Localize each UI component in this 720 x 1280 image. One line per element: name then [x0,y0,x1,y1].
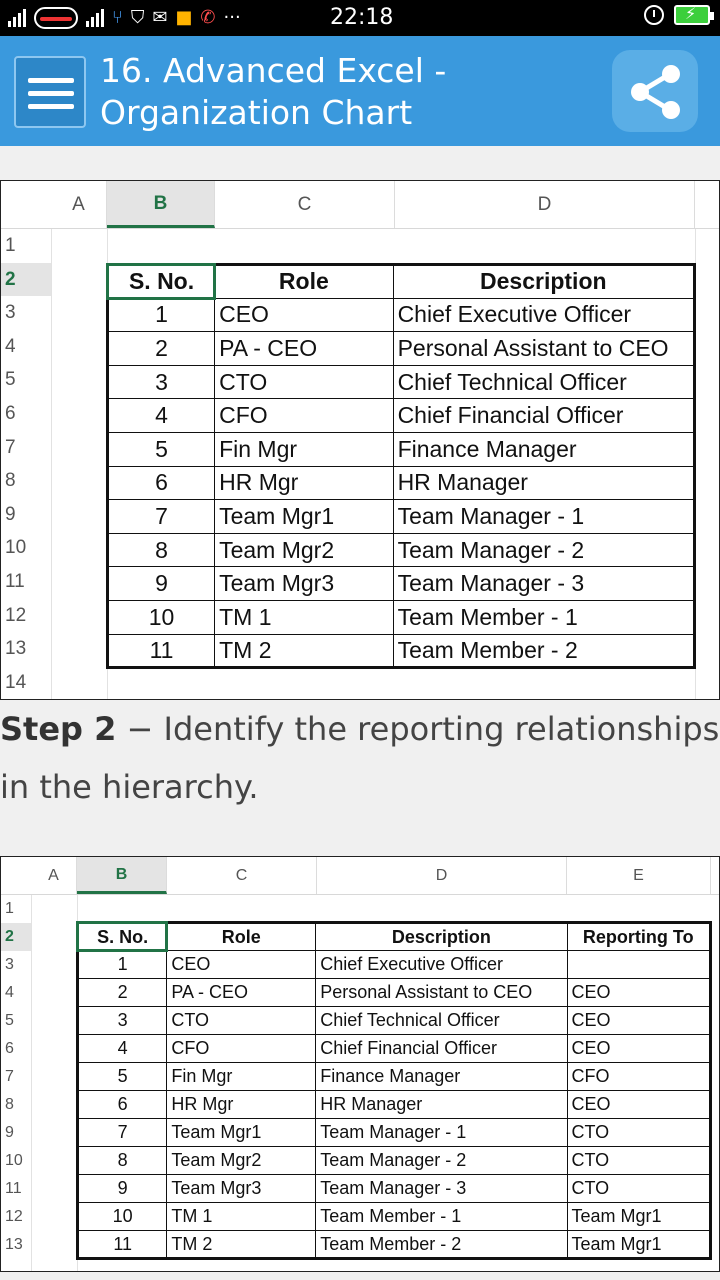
missed-call-icon: ✆ [200,7,216,28]
row-header[interactable]: 1 [5,235,16,256]
column-header-e[interactable]: E [567,857,711,894]
table-cell[interactable]: HR Mgr [215,466,393,500]
table-cell[interactable]: CEO [215,298,393,332]
row-header[interactable]: 4 [5,984,14,1001]
table-row [108,365,695,399]
carrier-logo-icon [34,7,78,29]
status-icons-left [8,4,241,32]
row-header[interactable]: 12 [5,604,27,626]
table-cell[interactable]: PA - CEO [167,979,316,1007]
table-cell[interactable]: 5 [78,1063,167,1091]
column-header-c[interactable]: C [167,857,317,894]
row-header[interactable]: 8 [5,1096,14,1113]
selected-cell [76,921,168,952]
row-header[interactable]: 12 [5,1208,23,1225]
app-icon: ■ [175,7,193,28]
table-cell[interactable]: Personal Assistant to CEO [393,332,694,366]
table-cell[interactable]: HR Mgr [167,1091,316,1119]
table-cell[interactable]: 11 [108,634,215,668]
table-cell[interactable]: 9 [78,1175,167,1203]
table-cell[interactable]: Team Manager - 2 [393,533,694,567]
row-header[interactable]: 10 [5,1152,23,1169]
table-cell[interactable]: Team Mgr1 [567,1231,711,1259]
row-header[interactable]: 11 [5,571,25,592]
header-cell[interactable]: S. No. [108,265,215,299]
column-headers [1,181,720,229]
table-cell[interactable]: 2 [78,979,167,1007]
network-share-icon: ⑂ [112,7,123,28]
status-bar [0,0,720,36]
row-header[interactable]: 9 [5,1124,14,1141]
signal-icon [8,9,26,27]
status-time: 22:18 [330,5,394,30]
table-cell[interactable]: Finance Manager [316,1063,567,1091]
battery-charging-icon: ⚡ [674,5,710,25]
page-title: 16. Advanced Excel - Organization Chart [100,51,447,132]
table-row [108,600,695,634]
row-header[interactable]: 13 [5,638,27,660]
table-row [78,1035,711,1063]
table-cell[interactable]: TM 2 [215,634,393,668]
table-cell[interactable]: CFO [567,1063,711,1091]
column-header-d[interactable]: D [395,181,695,228]
table-cell[interactable]: Chief Financial Officer [316,1035,567,1063]
table-cell[interactable]: Team Manager - 1 [393,500,694,534]
row-header[interactable]: 6 [5,1040,14,1057]
table-row [108,298,695,332]
header-cell[interactable]: Role [215,265,393,299]
header-cell[interactable]: Description [393,265,694,299]
table-cell[interactable]: 9 [108,567,215,601]
app-bar [0,36,720,146]
table-cell[interactable]: TM 1 [167,1203,316,1231]
table-cell[interactable]: 8 [108,533,215,567]
table-cell[interactable]: CEO [567,1091,711,1119]
selected-cell [106,263,216,300]
header-cell[interactable]: Description [316,923,567,951]
table-row [78,1007,711,1035]
signal-icon [86,9,104,27]
table-cell[interactable]: Team Manager - 1 [316,1119,567,1147]
row-header[interactable]: 8 [5,470,16,492]
row-header[interactable]: 4 [5,335,16,357]
table-cell[interactable]: 2 [108,332,215,366]
row-header[interactable]: 14 [5,671,27,693]
table-cell[interactable]: Team Manager - 3 [393,567,694,601]
table-cell[interactable]: Team Mgr1 [567,1203,711,1231]
shield-icon: ⛉ [130,7,145,28]
table-cell[interactable]: CTO [167,1007,316,1035]
table-cell[interactable]: 7 [108,500,215,534]
table-cell[interactable]: 6 [108,466,215,500]
table-cell[interactable]: Team Manager - 3 [316,1175,567,1203]
table-cell[interactable]: Finance Manager [393,432,694,466]
table-cell[interactable]: Team Member - 1 [316,1203,567,1231]
table-row [108,634,695,668]
row-header[interactable]: 13 [5,1236,23,1253]
row-header[interactable]: 11 [5,1180,22,1197]
spreadsheet-image-1 [0,180,720,700]
table-cell[interactable]: Team Mgr3 [215,567,393,601]
table-cell[interactable]: CTO [215,365,393,399]
row-header[interactable]: 6 [5,403,16,424]
table-cell[interactable]: Team Mgr1 [215,500,393,534]
spreadsheet-image-2 [0,856,720,1272]
table-cell[interactable]: 3 [78,1007,167,1035]
hamburger-icon[interactable] [14,56,86,128]
table-row [78,951,711,979]
table-cell[interactable]: CTO [567,1147,711,1175]
column-header-d[interactable]: D [317,857,567,894]
table-cell[interactable]: Chief Financial Officer [393,399,694,433]
table-cell[interactable]: HR Manager [393,466,694,500]
data-table [76,921,712,1260]
table-row [78,1231,711,1259]
table-cell[interactable]: 1 [108,298,215,332]
table-cell[interactable]: Chief Executive Officer [316,951,567,979]
table-cell[interactable]: 3 [108,365,215,399]
table-cell[interactable]: Team Manager - 2 [316,1147,567,1175]
table-cell[interactable]: Team Mgr2 [167,1147,316,1175]
step-description: − Identify the reporting relationships in the hierarchy. [0,710,720,806]
table-cell[interactable]: TM 1 [215,600,393,634]
column-header-a[interactable]: A [31,857,77,894]
table-cell[interactable]: TM 2 [167,1231,316,1259]
table-cell[interactable]: Chief Executive Officer [393,298,694,332]
more-icon: ··· [223,7,241,28]
table-row [108,533,695,567]
table-cell[interactable]: 7 [78,1119,167,1147]
step-text [0,700,720,816]
share-icon [628,64,684,120]
table-cell[interactable]: Fin Mgr [167,1063,316,1091]
row-header[interactable]: 2 [1,923,31,951]
table-cell[interactable]: CTO [567,1175,711,1203]
table-row [78,1063,711,1091]
row-header[interactable]: 3 [5,956,14,973]
table-cell[interactable]: Team Mgr1 [167,1119,316,1147]
table-cell[interactable]: CEO [567,1035,711,1063]
table-row [78,1147,711,1175]
row-header[interactable]: 5 [5,1012,14,1029]
table-cell[interactable]: 6 [78,1091,167,1119]
table-cell[interactable]: 11 [78,1231,167,1259]
column-headers [1,857,720,895]
alarm-icon [644,5,664,25]
table-cell[interactable]: Team Member - 2 [316,1231,567,1259]
column-header-a[interactable]: A [51,181,107,228]
step-label: Step 2 [0,710,117,748]
data-table [106,263,696,669]
table-row [108,567,695,601]
row-header[interactable]: 2 [1,263,51,297]
table-cell[interactable]: 1 [78,951,167,979]
table-cell[interactable]: Fin Mgr [215,432,393,466]
row-header[interactable]: 3 [5,302,16,324]
table-cell[interactable]: 10 [108,600,215,634]
table-cell[interactable]: Chief Technical Officer [316,1007,567,1035]
table-cell[interactable] [567,951,711,979]
header-cell[interactable]: S. No. [78,923,167,951]
table-cell[interactable]: CTO [567,1119,711,1147]
gmail-icon: ✉ [152,7,168,28]
row-header[interactable]: 7 [5,436,16,458]
column-header-b[interactable]: B [77,857,167,894]
table-cell[interactable]: Chief Technical Officer [393,365,694,399]
table-cell[interactable]: PA - CEO [215,332,393,366]
table-header-row [78,923,711,951]
share-button[interactable] [612,50,698,132]
row-header[interactable]: 10 [5,537,27,559]
row-header[interactable]: 1 [5,900,14,917]
header-cell[interactable]: Reporting To [567,923,711,951]
table-row [108,332,695,366]
table-cell[interactable]: CEO [567,1007,711,1035]
row-header[interactable]: 9 [5,503,16,525]
header-cell[interactable]: Role [167,923,316,951]
column-header-b[interactable]: B [107,181,215,228]
table-cell[interactable]: HR Manager [316,1091,567,1119]
row-header[interactable]: 5 [5,369,16,391]
table-row [78,979,711,1007]
table-cell[interactable]: CEO [167,951,316,979]
table-row [78,1119,711,1147]
table-row [108,500,695,534]
table-cell[interactable]: Team Member - 2 [393,634,694,668]
table-row [108,399,695,433]
table-row [78,1175,711,1203]
row-header[interactable]: 7 [5,1068,14,1085]
column-header-c[interactable]: C [215,181,395,228]
table-row [78,1203,711,1231]
table-cell[interactable]: Team Mgr2 [215,533,393,567]
table-cell[interactable]: 8 [78,1147,167,1175]
table-cell[interactable]: Team Member - 1 [393,600,694,634]
table-row [108,432,695,466]
table-cell[interactable]: 5 [108,432,215,466]
table-cell[interactable]: 4 [78,1035,167,1063]
table-cell[interactable]: CFO [167,1035,316,1063]
table-row [108,466,695,500]
table-cell[interactable]: CFO [215,399,393,433]
table-cell[interactable]: CEO [567,979,711,1007]
table-row [78,1091,711,1119]
status-icons-right [644,5,710,25]
table-cell[interactable]: 4 [108,399,215,433]
table-cell[interactable]: 10 [78,1203,167,1231]
table-cell[interactable]: Team Mgr3 [167,1175,316,1203]
table-cell[interactable]: Personal Assistant to CEO [316,979,567,1007]
